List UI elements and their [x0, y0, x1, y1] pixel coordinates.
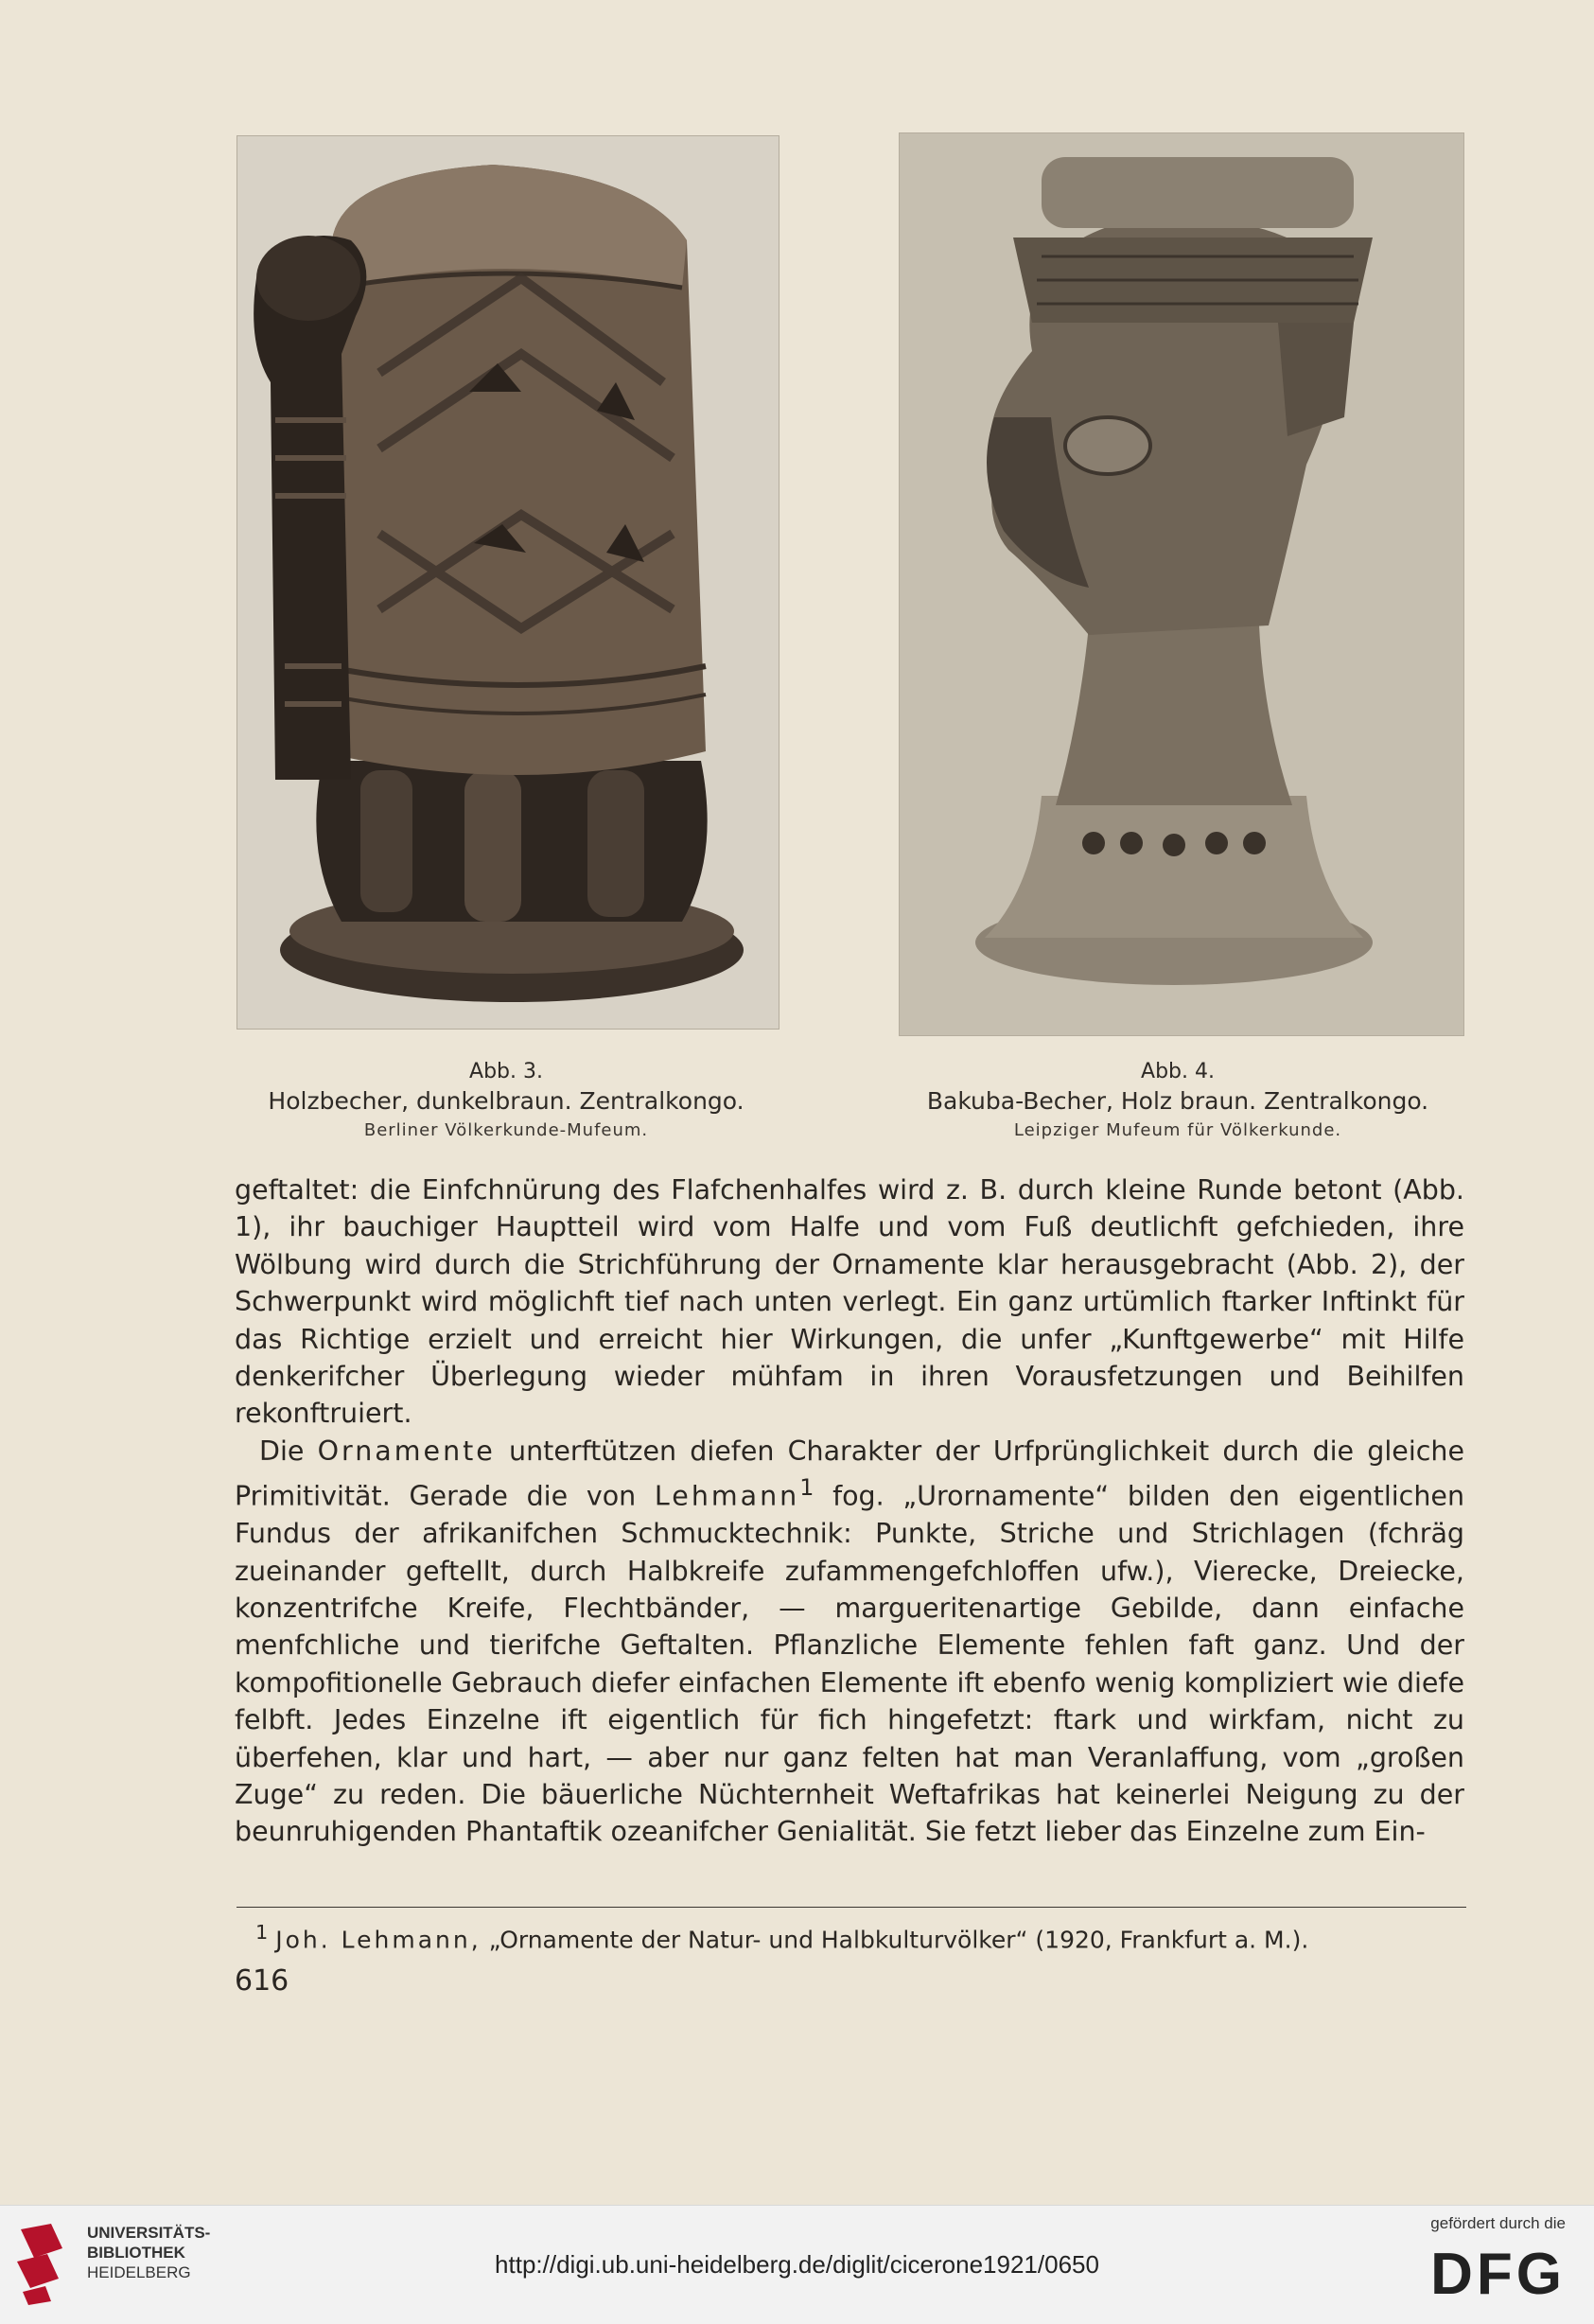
figure-4-number: Abb. 4. [1141, 1060, 1215, 1083]
paragraph-1: geftaltet: die Einfchnürung des Flafchenhalfes wird z. B. durch kleine Runde betont (Abb. 1), ihr bauchiger Hauptteil wird vom Halfe und vom Fuß deutlichft gefchieden, ihre Wölbung wird durch die Strichführung der Ornamente klar herausgebracht (Abb. 2), der Schwerpunkt wird möglichft tief nach unten verlegt. Ein ganz urtümlich ftarker Inftinkt für das Richtige erzielt und erreicht hier Wirkungen, die unfer „Kunftgewerbe“ mit Hilfe denkerifcher Überlegung wieder mühfam in ihren Vorausfetzungen und Beihilfen rekonftruiert. [235, 1174, 1464, 1430]
library-name-line-3: HEIDELBERG [87, 2263, 191, 2281]
permalink-url[interactable]: http://digi.ub.uni-heidelberg.de/diglit/cicerone1921/0650 [495, 2250, 1099, 2279]
figure-4-caption [880, 1060, 1476, 1140]
library-name-line-2: BIBLIOTHEK [87, 2244, 185, 2262]
footnote [255, 1921, 1485, 1953]
footnote-rule [236, 1907, 1466, 1908]
figure-3-source: Berliner Völkerkunde-Mufeum. [363, 1120, 649, 1140]
term-ornamente: Ornamente [317, 1435, 496, 1467]
footnote-reference: 1 [799, 1474, 815, 1502]
body-text [235, 1171, 1464, 1851]
figure-4-photo [899, 132, 1464, 1036]
figure-4-source: Leipziger Mufeum für Völkerkunde. [1013, 1120, 1342, 1140]
paragraph-2-part-a: unterftützen diefen Charakter der Urfprünglichkeit durch die gleiche Primitivität. Gerade die von [235, 1435, 1464, 1512]
dfg-logo: DFG [1430, 2242, 1566, 2307]
head-cup-illustration [900, 133, 1463, 1035]
figure-4-title: Bakuba-Becher, Holz braun. Zentralkongo. [926, 1087, 1429, 1115]
figure-3-caption [218, 1060, 795, 1140]
footnote-text: „Ornamente der Natur- und Halbkulturvölker“ (1920, Frankfurt a. M.). [488, 1926, 1309, 1954]
figure-3-number: Abb. 3. [469, 1060, 543, 1083]
page-number: 616 [235, 1964, 289, 1998]
footnote-author: Joh. Lehmann, [275, 1926, 482, 1954]
paragraph-2-part-b: fog. „Urornamente“ bilden den eigentlichen Fundus der afrikanifchen Schmucktechnik: Punkte, Striche und Strichlagen (fchräg zueinander geftellt, durch Halbkreife zufammengefchloffen ufw.), Vierecke, Dreiecke, konzentrifche Kreife, Flechtbänder, — margueritenartige Gebilde, dann einfache menfchliche und tierifche Geftalten. Pflanzliche Elemente fehlen faft ganz. Und der kompofitionelle Gebrauch diefer einfachen Elemente ift ebenfo wenig kompliziert wie diefe felbft. Jedes Einzelne ift eigentlich für fich hingefetzt: ftark und wirkfam, nicht zu überfehen, klar und hart, — aber nur ganz felten hat man Veranlaffung, vom „großen Zuge“ zu reden. Die bäuerliche Nüchternheit Weftafrikas hat keinerlei Neigung zu der beunruhigenden Phantaftik ozeanifcher Genialität. Sie fetzt lieber das Einzelne zum Ein- [235, 1480, 1465, 1848]
paragraph-2-lead: Die [259, 1435, 305, 1467]
paragraph-2 [235, 1433, 1464, 1851]
library-name-line-1: UNIVERSITÄTS- [87, 2224, 211, 2242]
carved-cup-illustration [237, 136, 779, 1029]
figure-3-photo [236, 135, 779, 1030]
footnote-mark: 1 [255, 1921, 269, 1944]
figure-3-title: Holzbecher, dunkelbraun. Zentralkongo. [268, 1087, 744, 1115]
funding-label: gefördert durch die [1430, 2214, 1566, 2232]
author-lehmann: Lehmann [654, 1480, 800, 1512]
